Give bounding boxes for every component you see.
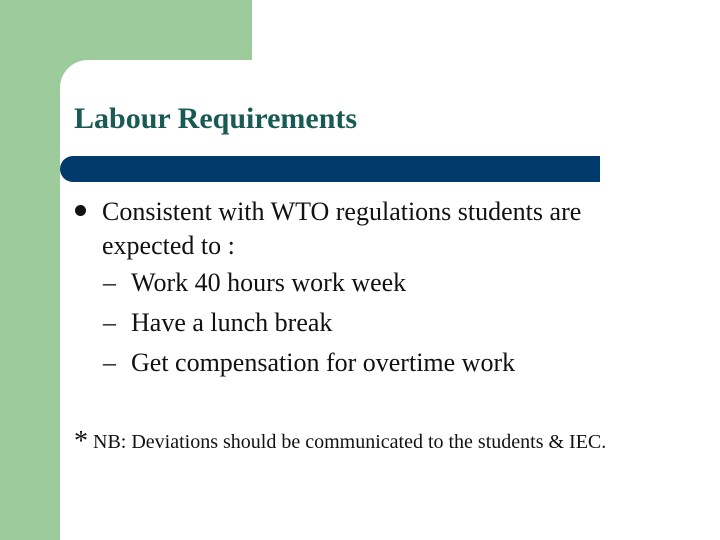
dash-marker: – [103,268,116,297]
dash-marker: – [103,308,116,337]
bullet-dot-icon [75,205,86,216]
sub-item [103,306,332,340]
footnote-text: NB: Deviations should be communicated to the students & IEC. [93,431,607,453]
slide-title: Labour Requirements [74,102,358,135]
sub-item-text: Get compensation for overtime work [131,348,516,377]
dash-marker: – [103,348,116,377]
decorative-green-sidebar [0,0,62,540]
title-bar-shape [60,156,600,182]
main-bullet-text: Consistent with WTO regulations students are expected to : [102,197,582,260]
sub-item-text: Work 40 hours work week [131,268,407,297]
footnote [74,426,606,458]
sub-item-text: Have a lunch break [131,308,333,337]
asterisk-marker: * [74,426,88,457]
sub-item [103,266,406,300]
sub-item [103,346,515,380]
title-underline-bar [60,156,600,182]
